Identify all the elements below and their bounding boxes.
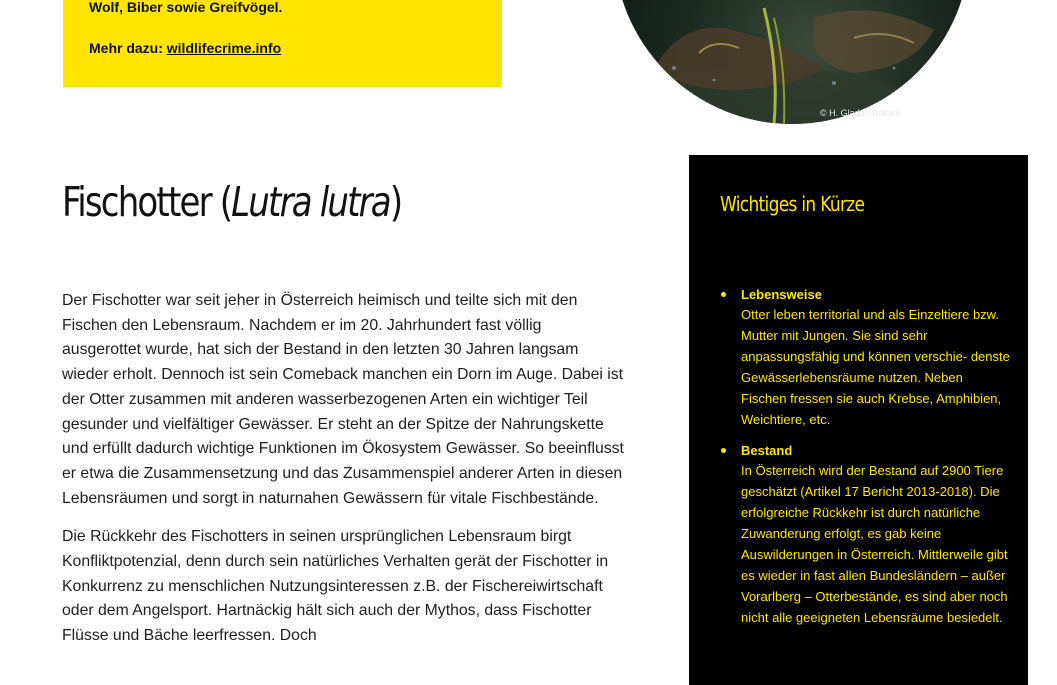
bullet-icon xyxy=(721,292,726,297)
paragraph: Der Fischotter war seit jeher in Österreich heimisch und teilte sich mit den Fischen den Lebensraum. Nachdem er im 20. Jahrhundert fast völlig ausgerottet wurde, hat sich der Bestand in den letzten 30 Jahren langsam wieder erholt. Dennoch ist sein Comeback manchen ein Dorn im Auge. Dabei ist der Otter zusammen mit anderen wasserbezogenen Arten ein wichtiger Teil gesunder und vielfältiger Gewässer. Er steht an der Spitze der Nahrungskette und erfüllt dadurch wichtige Funktionen im Ökosystem Gewässer. So beeinflusst er etwa die Zusammensetzung und das Zusammenspiel anderer Arten in diesen Lebensräumen und sorgt in naturnahen Gewässern für vitale Fischbestände. xyxy=(62,292,624,507)
summary-text: In Österreich wird der Bestand auf 2900 Tiere geschätzt (Artikel 17 Bericht 2013-2018). Die erfolgreiche Rückkehr ist durch natürliche Zuwanderung erfolgt, es gab keine Auswilderungen in Österreich. Mittlerweile gibt es wieder in fast allen Bundesländern – außer Vorarlberg – Otterbestände, es sind aber noch nicht alle geeigneten Lebensräume besiedelt. xyxy=(741,463,1008,625)
summary-heading: Bestand xyxy=(741,443,793,458)
paragraph: Die Rückkehr des Fischotters in seinen ursprünglichen Lebensraum birgt Konfliktpotenzial, denn durch sein natürliches Verhalten gerät der Fischotter in Konkurrenz zu menschlichen Nutzungsinteressen z.B. der Fischereiwirtschaft oder dem Angelsport. Hartnäckig hält sich auch der Mythos, dass Fischotter Flüsse und Bäche leerfressen. Doch xyxy=(62,528,609,645)
summary-list xyxy=(721,286,1011,640)
title-main: Fischotter ( xyxy=(62,178,232,226)
summary-item-bestand xyxy=(721,442,1011,628)
info-callout xyxy=(63,0,502,87)
otter-photo xyxy=(614,0,970,124)
summary-heading: Lebensweise xyxy=(741,287,822,302)
page-title xyxy=(62,178,401,226)
summary-text: Otter leben territorial und als Einzeltiere bzw. Mutter mit Jungen. Sie sind sehr anpassungsfähig und können verschie- denste Gewässerlebensräume nutzen. Neben Fischen fressen sie auch Krebse, Amphibien, Weichtiere, etc. xyxy=(741,307,1010,427)
summary-sidebar xyxy=(689,155,1028,685)
article-body xyxy=(62,289,624,663)
wildlifecrime-link[interactable]: wildlifecrime.info xyxy=(166,40,282,56)
bullet-icon xyxy=(721,448,726,453)
photo-credit: © H. Glader/4nature xyxy=(820,108,901,118)
sidebar-title: Wichtiges in Kürze xyxy=(720,192,865,216)
otter-photo-graphic xyxy=(614,0,970,124)
callout-more xyxy=(89,40,281,57)
summary-item-lebensweise xyxy=(721,286,1011,430)
callout-text: Wolf, Biber sowie Greifvögel. xyxy=(89,0,283,15)
title-close: ) xyxy=(389,178,402,226)
callout-more-label: Mehr dazu: xyxy=(89,40,167,56)
title-latin: Lutra lutra xyxy=(231,178,390,226)
